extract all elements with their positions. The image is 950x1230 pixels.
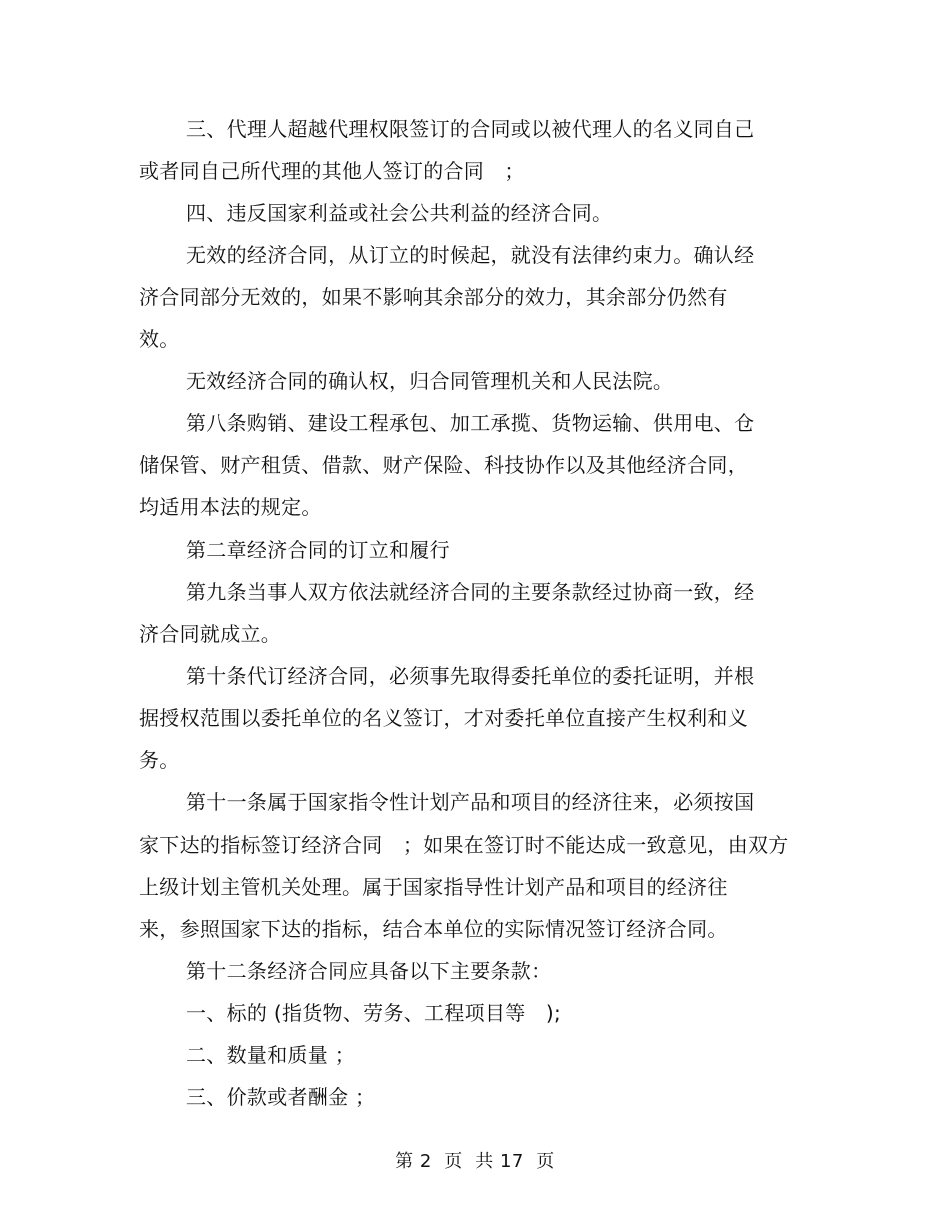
body-line: 第十一条属于国家指令性计划产品和项目的经济往来，必须按国 bbox=[186, 790, 755, 814]
body-line: 效。 bbox=[139, 327, 180, 351]
body-line: 来，参照国家下达的指标，结合本单位的实际情况签订经济合同。 bbox=[139, 917, 728, 941]
chapter-heading: 第二章经济合同的订立和履行 bbox=[186, 538, 450, 562]
body-line: 第十条代订经济合同，必须事先取得委托单位的委托证明，并根 bbox=[186, 664, 755, 688]
body-line: 济合同就成立。 bbox=[139, 622, 282, 646]
body-line: 二、数量和质量 ； bbox=[186, 1043, 356, 1067]
body-line: 储保管、财产租赁、借款、财产保险、科技协作以及其他经济合同， bbox=[139, 453, 748, 477]
body-line: 务。 bbox=[139, 748, 180, 772]
body-line: 无效的经济合同，从订立的时候起，就没有法律约束力。确认经 bbox=[186, 243, 755, 267]
body-line: 第八条购销、建设工程承包、加工承揽、货物运输、供用电、仓 bbox=[186, 411, 755, 435]
body-line: 据授权范围以委托单位的名义签订，才对委托单位直接产生权利和义 bbox=[139, 706, 748, 730]
body-line: 三、代理人超越代理权限签订的合同或以被代理人的名义同自己 bbox=[186, 117, 755, 141]
body-line: 无效经济合同的确认权，归合同管理机关和人民法院。 bbox=[186, 369, 674, 393]
body-line: 均适用本法的规定。 bbox=[139, 495, 322, 519]
body-line: 上级计划主管机关处理。属于国家指导性计划产品和项目的经济往 bbox=[139, 875, 728, 899]
body-line: 家下达的指标签订经济合同 ；如果在签订时不能达成一致意见，由双方 bbox=[139, 833, 789, 857]
body-line: 四、违反国家利益或社会公共利益的经济合同。 bbox=[186, 201, 613, 225]
body-line: 第十二条经济合同应具备以下主要条款： bbox=[186, 959, 552, 983]
body-line: 一、标的 (指货物、劳务、工程项目等 ); bbox=[186, 1001, 562, 1025]
body-line: 第九条当事人双方依法就经济合同的主要条款经过协商一致，经 bbox=[186, 580, 755, 604]
body-line: 或者同自己所代理的其他人签订的合同 ； bbox=[139, 159, 525, 183]
body-line: 三、价款或者酬金 ； bbox=[186, 1085, 376, 1109]
body-line: 济合同部分无效的，如果不影响其余部分的效力，其余部分仍然有 bbox=[139, 285, 728, 309]
page-number-footer: 第 2 页 共 17 页 bbox=[395, 1151, 555, 1172]
